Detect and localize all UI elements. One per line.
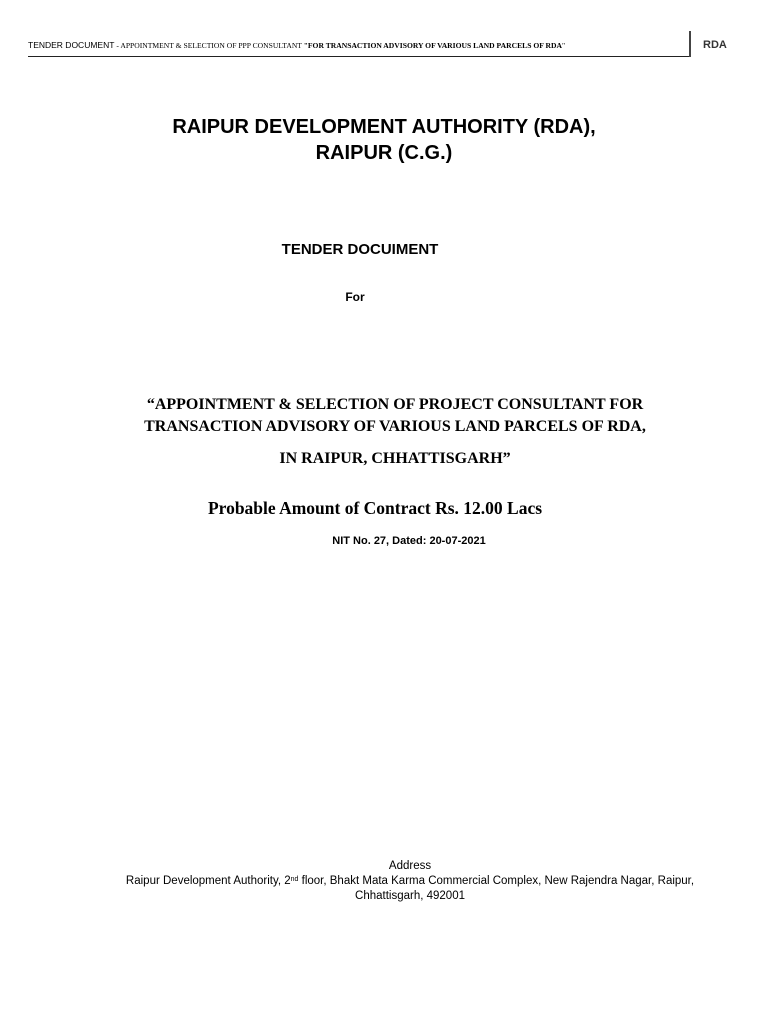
address-block [0, 859, 768, 904]
header-closing-quote: " [561, 41, 566, 50]
document-title [0, 114, 768, 166]
for-label: For [345, 290, 365, 304]
title-line-2: RAIPUR (C.G.) [315, 142, 453, 164]
header-divider [689, 31, 691, 57]
address-line-2: Chhattisgarh, 492001 [355, 890, 465, 902]
address-line-1-part-1: Raipur Development Authority, 2 [125, 875, 291, 887]
project-line-1: “APPOINTMENT & SELECTION OF PROJECT CONSULTANT FOR [146, 396, 644, 413]
project-line-3: IN RAIPUR, CHHATTISGARH” [279, 450, 511, 467]
header-org-abbrev: RDA [703, 39, 727, 51]
page-header [0, 0, 768, 58]
contract-amount: Probable Amount of Contract Rs. 12.00 Lacs [207, 498, 543, 518]
header-separator: - [114, 41, 121, 50]
address-line-1-part-2: floor, Bhakt Mata Karma Commercial Complex, New Rajendra Nagar, Raipur, [298, 875, 695, 887]
project-line-2: TRANSACTION ADVISORY OF VARIOUS LAND PARCELS OF RDA, [144, 418, 646, 435]
address-floor-suffix: nd [290, 876, 299, 883]
header-running-title [28, 40, 565, 50]
header-quoted: "FOR TRANSACTION ADVISORY OF VARIOUS LAND PARCELS OF RDA [303, 41, 562, 50]
address-line-1 [0, 874, 768, 889]
document-subtitle: TENDER DOCUIMENT [281, 241, 439, 258]
title-line-1: RAIPUR DEVELOPMENT AUTHORITY (RDA), [172, 116, 596, 138]
project-title [0, 394, 768, 470]
header-rule [28, 56, 690, 57]
header-prefix: TENDER DOCUMENT [28, 40, 115, 50]
header-middle: APPOINTMENT & SELECTION OF PPP CONSULTANT [120, 41, 304, 50]
nit-number: NIT No. 27, Dated: 20-07-2021 [332, 535, 486, 547]
address-heading: Address [388, 860, 432, 872]
